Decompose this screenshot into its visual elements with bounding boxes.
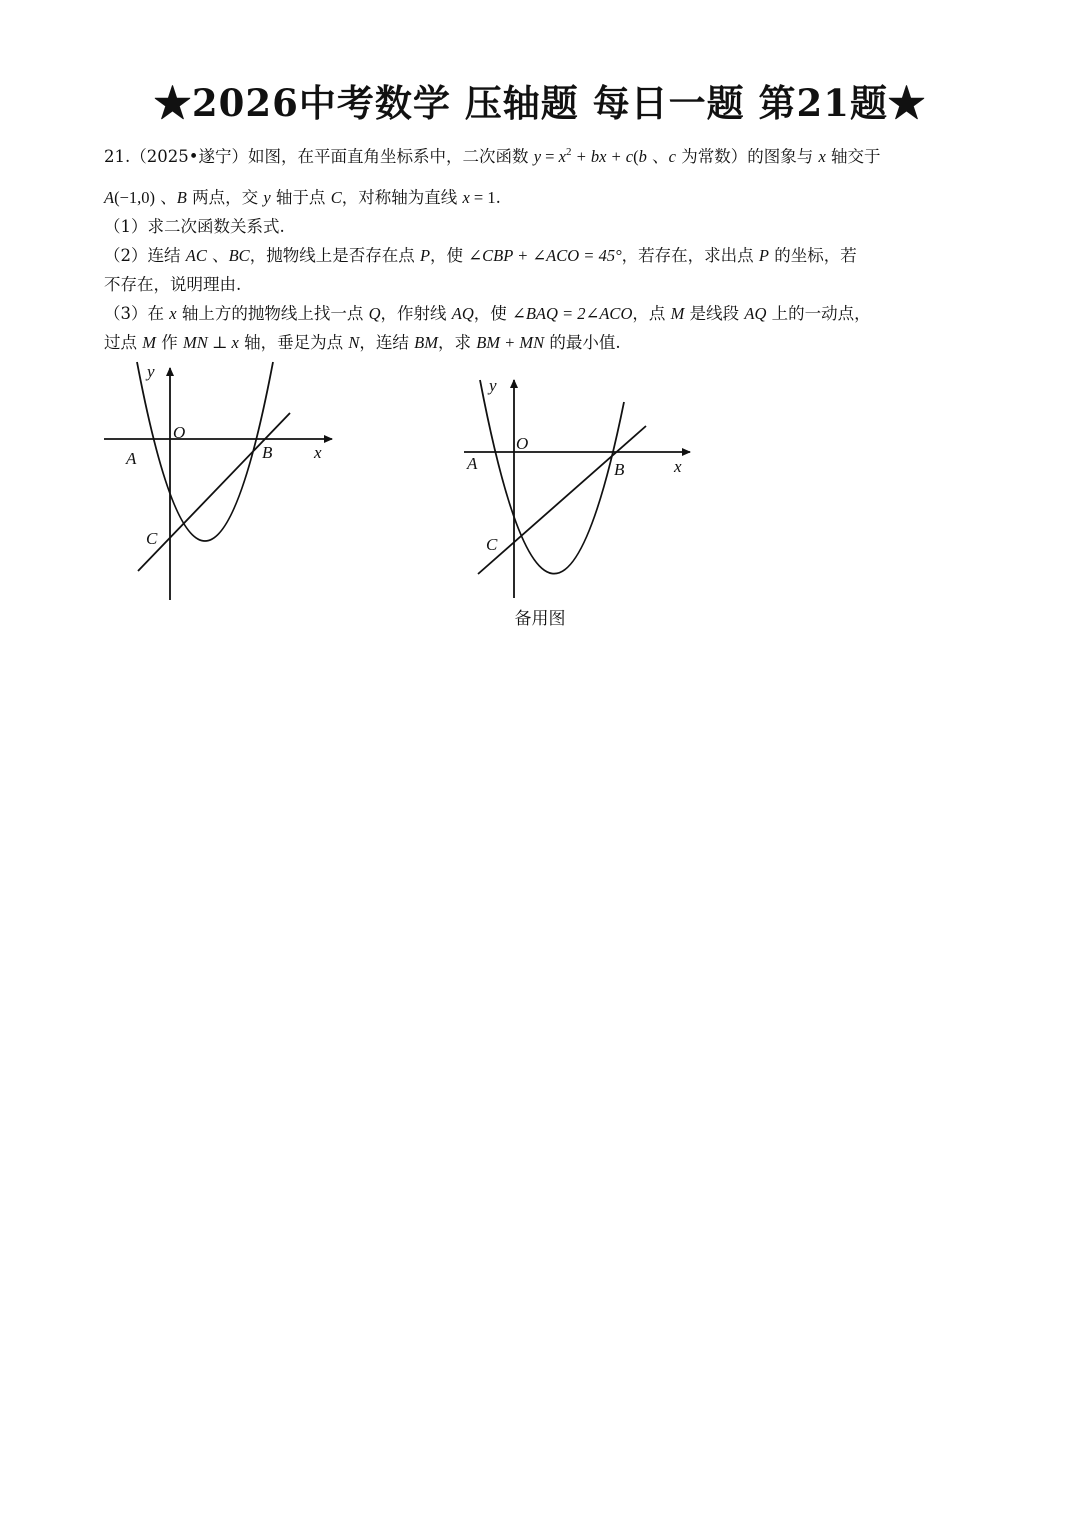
problem-line-2: A(−1,0) 、B 两点，交 y 轴于点 C，对称轴为直线 x = 1. [104,188,501,207]
figure-main [100,360,340,605]
label-a: A [126,449,137,468]
problem-text [104,142,984,357]
label-a: A [467,454,478,473]
figure-spare-svg [460,372,700,617]
part-3: （3）在 x 轴上方的抛物线上找一点 Q，作射线 AQ，使 ∠BAQ = 2∠ACO，点 M 是线段 AQ 上的一动点， [104,304,871,323]
label-b: B [614,460,625,479]
line-bc [478,426,646,574]
label-y: y [147,362,155,381]
label-o: O [173,423,186,442]
part-3-cont: 过点 M 作 MN ⊥ x 轴，垂足为点 N，连结 BM，求 BM + MN 的最小值. [104,333,621,352]
page-title: ★2026中考数学 压轴题 每日一题 第21题★ [153,81,927,125]
line-bc [138,413,290,571]
label-o: O [516,434,529,453]
figure-spare [460,372,700,617]
label-x: x [314,443,322,462]
label-b: B [262,443,273,462]
figure-main-svg [100,360,340,605]
label-x: x [674,457,682,476]
parabola-curve [480,380,624,574]
label-c: C [486,535,498,554]
part-2-cont: 不存在，说明理由. [104,275,242,294]
figure-caption: 备用图 [514,609,566,629]
label-y: y [489,376,497,395]
label-c: C [146,529,158,548]
part-2: （2）连结 AC 、BC，抛物线上是否存在点 P，使 ∠CBP + ∠ACO = 45°，若存在，求出点 P 的坐标，若 [104,246,857,265]
problem-line-1: 21.（2025•遂宁）如图，在平面直角坐标系中，二次函数 $y = x^2$ + bx + c(b 、c 为常数）的图象与 x 轴交于 [104,146,881,166]
part-1: （1）求二次函数关系式. [104,217,285,236]
